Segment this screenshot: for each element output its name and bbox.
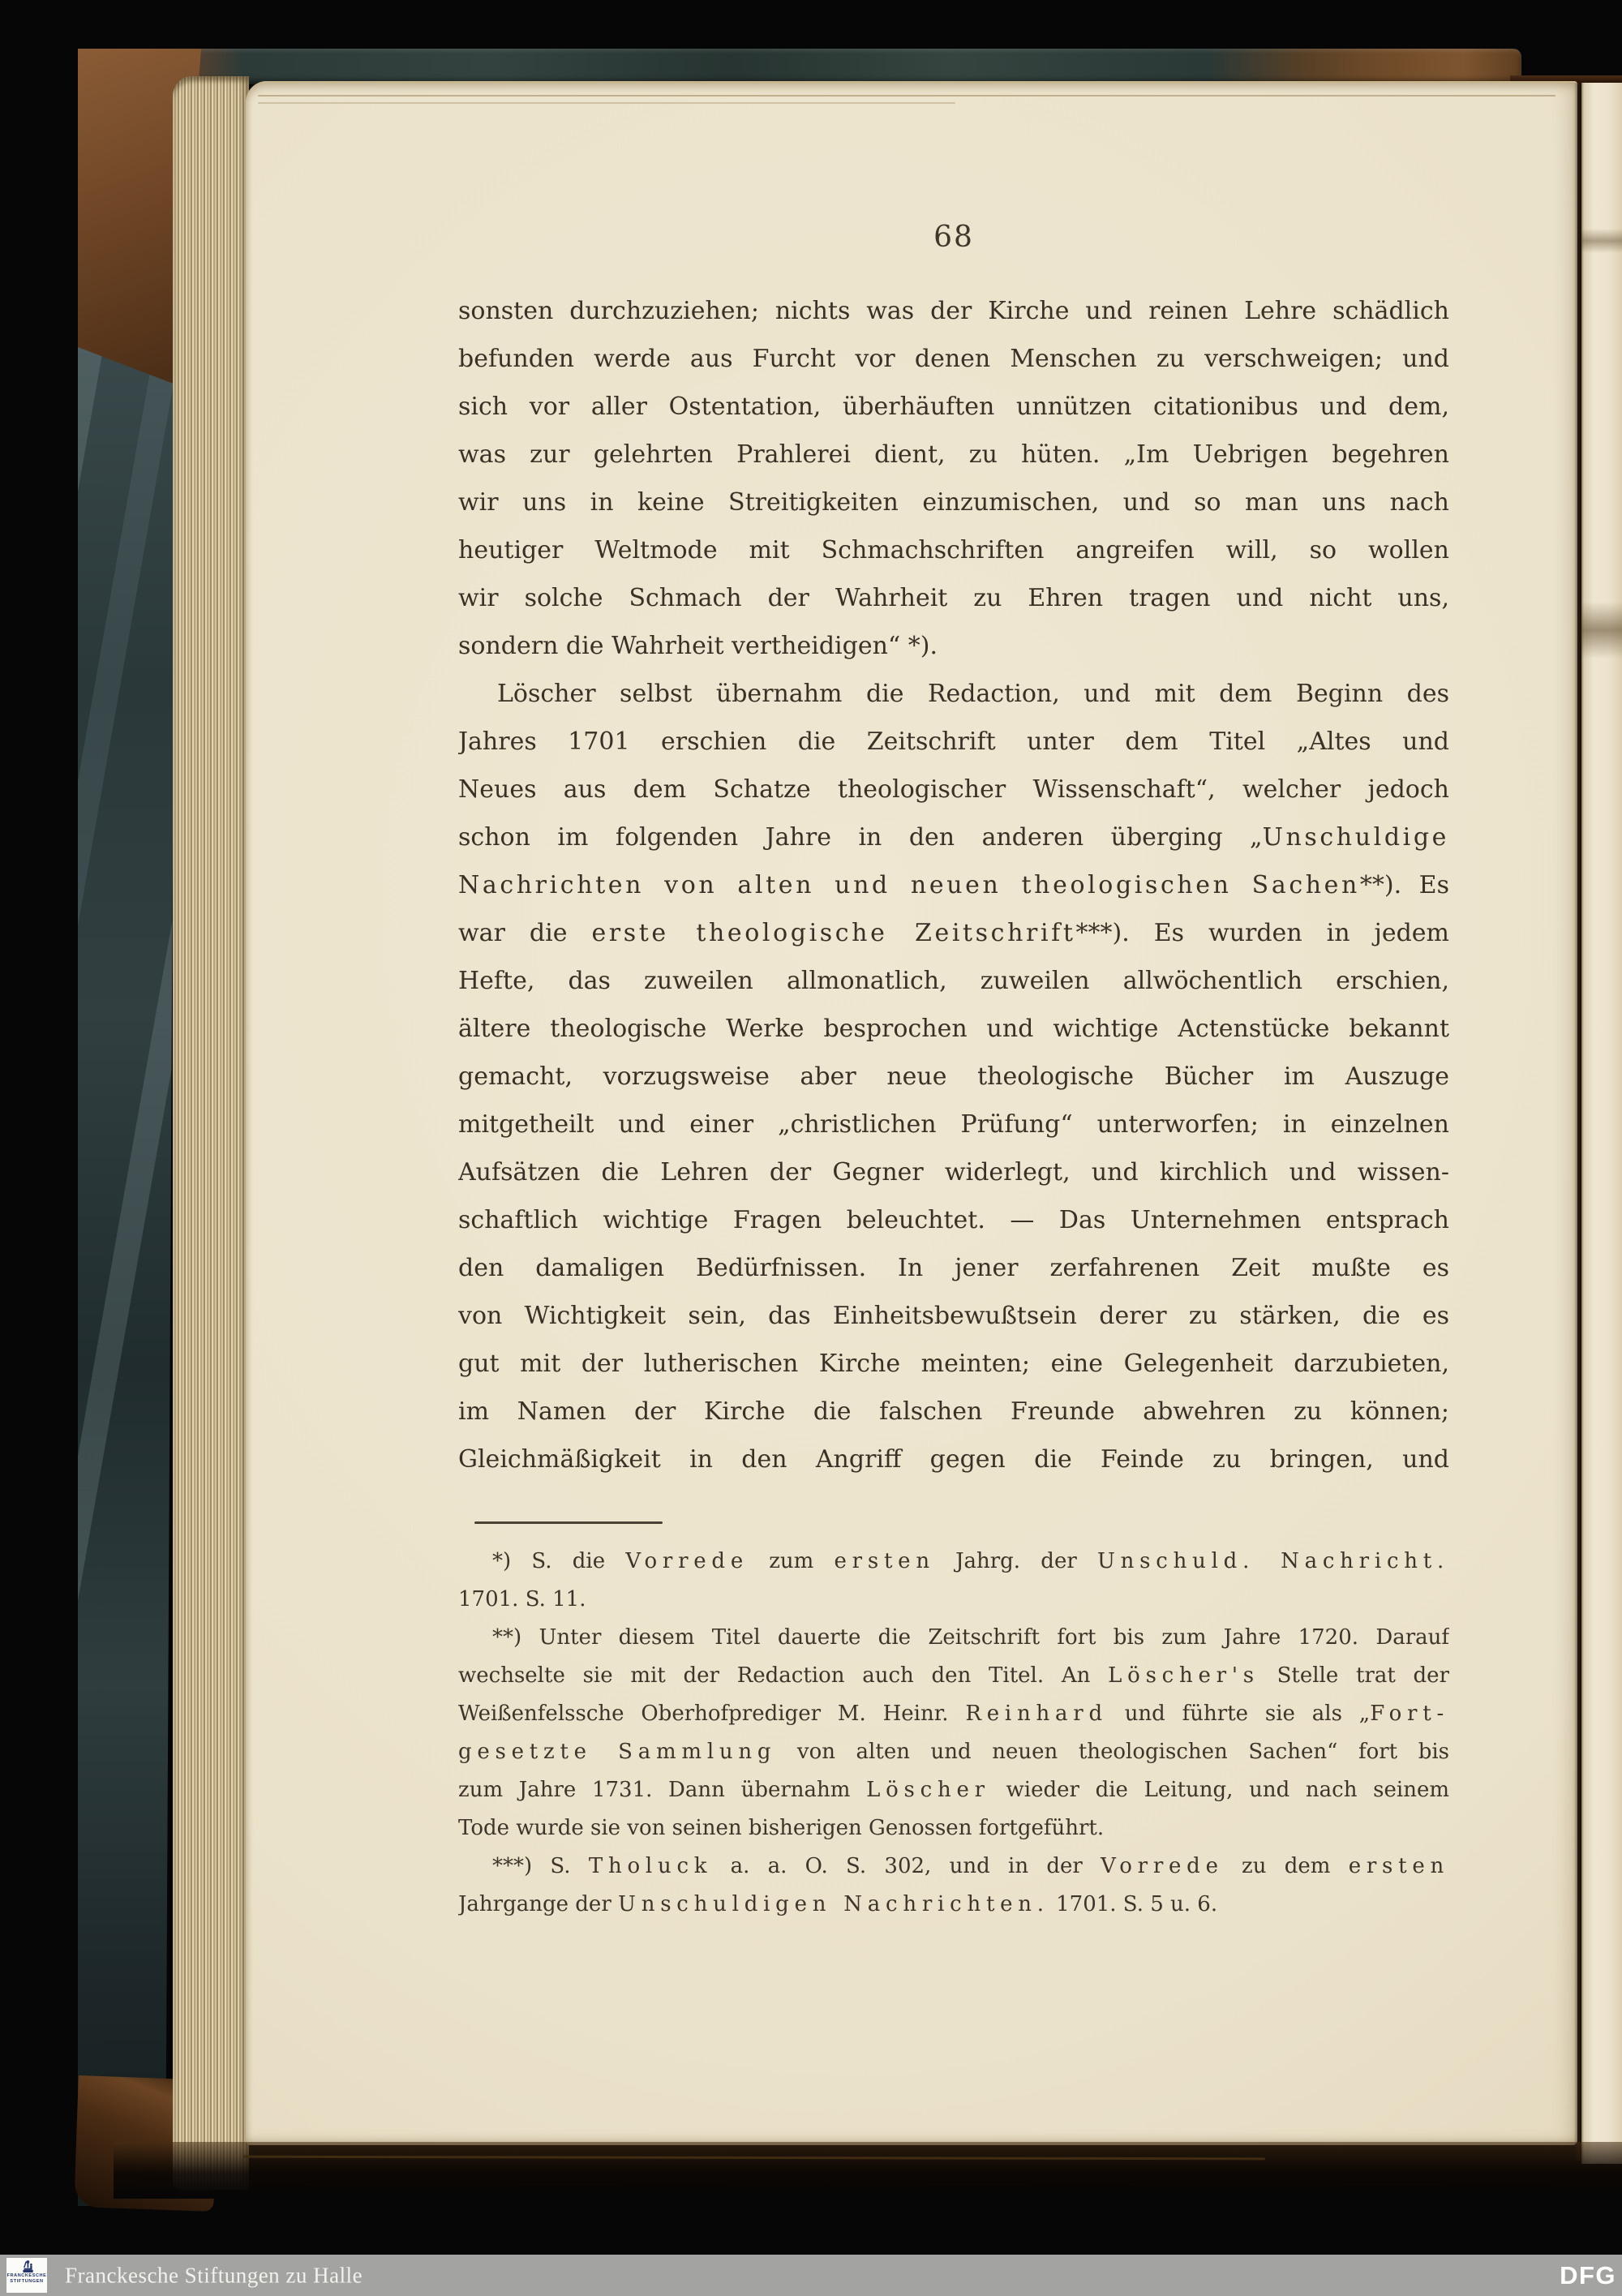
footnote-rule — [474, 1521, 663, 1524]
text-line: den damaligen Bedürfnissen. In jener zerfahrenen Zeit mußte es — [458, 1254, 1449, 1282]
page-crease — [1581, 229, 1622, 253]
text-line: Aufsätzen die Lehren der Gegner widerlegt, und kirchlich und wissen- — [458, 1158, 1449, 1187]
text-line: was zur gelehrten Prahlerei dient, zu hüten. „Im Uebrigen begehren — [458, 440, 1449, 469]
viewer-footer-bar — [0, 2255, 1622, 2296]
footnote-line: Weißenfelssche Oberhofprediger M. Heinr. Reinhard und führte sie als „Fort- — [458, 1702, 1449, 1726]
page-number: 68 — [933, 221, 974, 254]
text-line: wir uns in keine Streitigkeiten einzumischen, und so man uns nach — [458, 488, 1449, 517]
book-bottom-shadow — [114, 2142, 1622, 2199]
text-line: von Wichtigkeit sein, das Einheitsbewußtsein derer zu stärken, die es — [458, 1302, 1449, 1330]
footnote-line: gesetzte Sammlung von alten und neuen theologischen Sachen“ fort bis — [458, 1740, 1449, 1764]
franckesche-logo — [6, 2258, 47, 2293]
text-line: heutiger Weltmode mit Schmachschriften angreifen will, so wollen — [458, 536, 1449, 564]
underleaf-edge-line — [258, 102, 955, 104]
underleaf-edge-line — [258, 95, 1555, 97]
text-line: wir solche Schmach der Wahrheit zu Ehren tragen und nicht uns, — [458, 584, 1449, 612]
logo-text-line: STIFTUNGEN — [10, 2278, 44, 2284]
footnotes — [458, 1543, 1449, 1924]
text-line: schon im folgenden Jahre in den anderen überging „Unschuldige — [458, 823, 1449, 852]
footnote-line: 1701. S. 11. — [458, 1587, 586, 1611]
text-line: schaftlich wichtige Fragen beleuchtet. — Das Unternehmen entsprach — [458, 1206, 1449, 1234]
gutter-shadow — [1574, 83, 1581, 2161]
franckesche-emblem-icon — [18, 2260, 36, 2273]
text-line: gut mit der lutherischen Kirche meinten; eine Gelegenheit darzubieten, — [458, 1350, 1449, 1378]
footnote-line: **) Unter diesem Titel dauerte die Zeitschrift fort bis zum Jahre 1720. Darauf — [492, 1625, 1449, 1650]
text-line: Hefte, das zuweilen allmonatlich, zuweilen allwöchentlich erschien, — [458, 967, 1449, 995]
footnote-line: Tode wurde sie von seinen bisherigen Genossen fortgeführt. — [458, 1816, 1105, 1840]
text-line: mitgetheilt und einer „christlichen Prüfung“ unterworfen; in einzelnen — [458, 1110, 1449, 1139]
text-line: Löscher selbst übernahm die Redaction, und mit dem Beginn des — [497, 680, 1449, 708]
body-text — [458, 287, 1449, 1483]
text-line: gemacht, vorzugsweise aber neue theologische Bücher im Auszuge — [458, 1062, 1449, 1091]
text-line: war die erste theologische Zeitschrift***). Es wurden in jedem — [458, 919, 1449, 947]
footnote-line: ***) S. Tholuck a. a. O. S. 302, und in der Vorrede zu dem ersten — [492, 1854, 1449, 1878]
footnote-line: wechselte sie mit der Redaction auch den Titel. An Löscher's Stelle trat der — [458, 1663, 1449, 1688]
text-line: Neues aus dem Schatze theologischer Wissenschaft“, welcher jedoch — [458, 775, 1449, 804]
text-line: befunden werde aus Furcht vor denen Menschen zu verschweigen; und — [458, 345, 1449, 373]
book-cover-top-edge — [88, 49, 1521, 84]
text-line: ältere theologische Werke besprochen und wichtige Actenstücke bekannt — [458, 1015, 1449, 1043]
footnote-line: *) S. die Vorrede zum ersten Jahrg. der Unschuld. Nachricht. — [492, 1549, 1449, 1573]
library-name-label: Franckesche Stiftungen zu Halle — [65, 2263, 363, 2287]
text-line: Gleichmäßigkeit in den Angriff gegen die Feinde zu bringen, und — [458, 1445, 1449, 1474]
logo-text-line: FRANCKESCHE — [6, 2273, 47, 2278]
text-line: Nachrichten von alten und neuen theologischen Sachen**). Es — [458, 871, 1449, 899]
text-line: sich vor aller Ostentation, überhäuften unnützen citationibus und dem, — [458, 393, 1449, 421]
text-line: sonsten durchzuziehen; nichts was der Kirche und reinen Lehre schädlich — [458, 297, 1449, 325]
footnote-line: Jahrgange der Unschuldigen Nachrichten. 1701. S. 5 u. 6. — [458, 1892, 1218, 1916]
text-line: sondern die Wahrheit vertheidigen“ *). — [458, 632, 938, 660]
footnote-line: zum Jahre 1731. Dann übernahm Löscher wieder die Leitung, und nach seinem — [458, 1778, 1449, 1802]
text-line: Jahres 1701 erschien die Zeitschrift unter dem Titel „Altes und — [458, 727, 1449, 756]
page-edges-stack — [173, 76, 249, 2190]
text-line: im Namen der Kirche die falschen Freunde abwehren zu können; — [458, 1397, 1449, 1426]
dfg-logo: DFG — [1560, 2260, 1616, 2290]
fore-edge-pages — [1581, 83, 1622, 2164]
marbled-cover-left-edge — [78, 347, 175, 2206]
page-crease — [1581, 602, 1622, 659]
